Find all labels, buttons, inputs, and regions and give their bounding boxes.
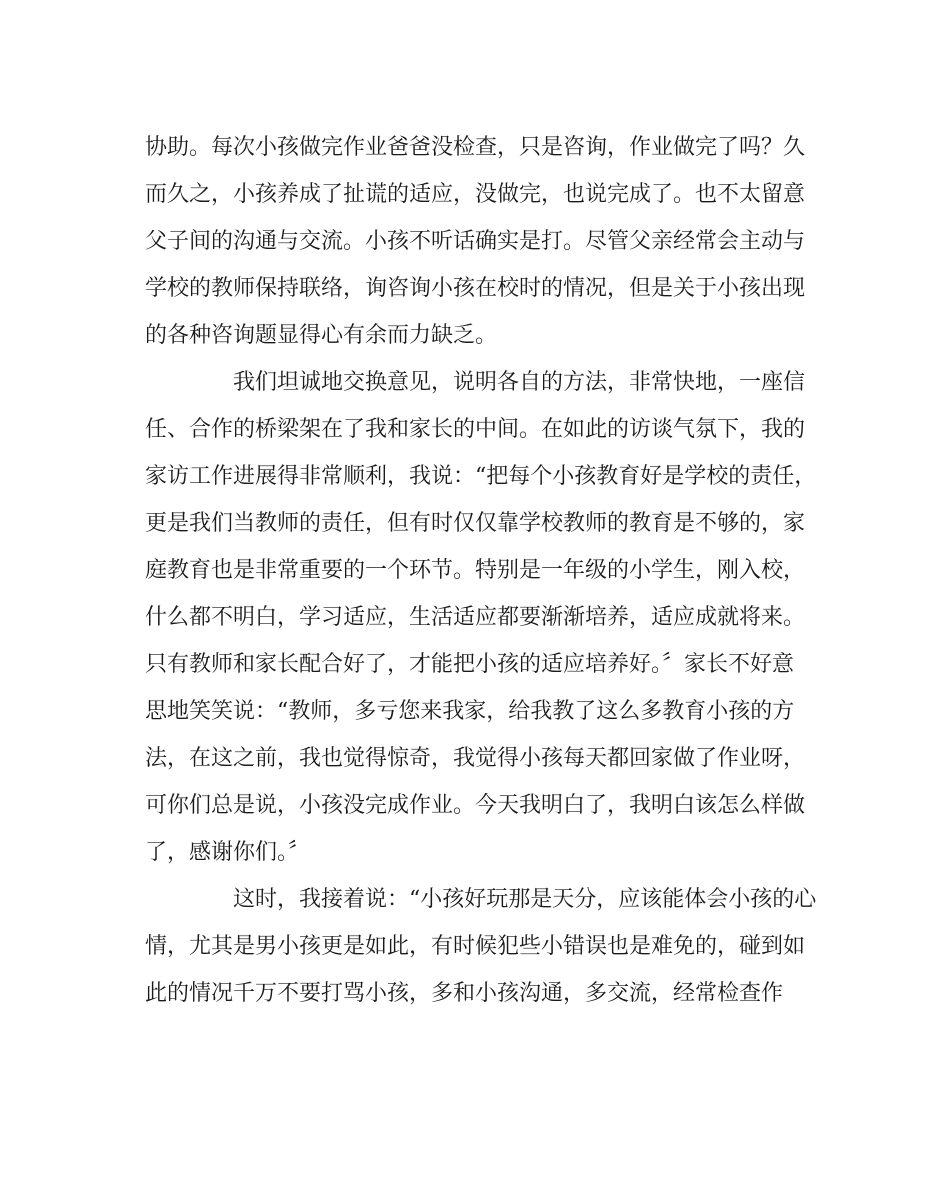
- paragraph-line: 法，在这之前，我也觉得惊奇，我觉得小孩每天都回家做了作业呀，: [145, 746, 806, 771]
- paragraph-line: 可你们总是说，小孩没完成作业。今天我明白了，我明白该怎么样做: [145, 793, 806, 818]
- paragraph-line: 了，感谢你们。〞: [145, 840, 311, 865]
- paragraph-line: 思地笑笑说：“教师，多亏您来我家，给我教了这么多教育小孩的方: [145, 699, 795, 724]
- paragraph-line: 更是我们当教师的责任，但有时仅仅靠学校教师的教育是不够的，家: [145, 511, 806, 536]
- paragraph-line: 家访工作进展得非常顺利，我说：“把每个小孩教育好是学校的责任，: [145, 464, 817, 489]
- paragraph-line: 学校的教师保持联络，询咨询小孩在校时的情况，但是关于小孩出现: [145, 276, 806, 301]
- paragraph-line: 什么都不明白，学习适应，生活适应都要渐渐培养，适应成就将来。: [145, 605, 806, 630]
- paragraph-line: 我们坦诚地交换意见，说明各自的方法，非常快地，一座信: [233, 370, 806, 395]
- paragraph-line: 情，尤其是男小孩更是如此，有时候犯些小错误也是难免的，碰到如: [145, 934, 806, 959]
- paragraph-line: 此的情况千万不要打骂小孩，多和小孩沟通，多交流，经常检查作: [145, 981, 784, 1006]
- paragraph-line: 任、合作的桥梁架在了我和家长的中间。在如此的访谈气氛下，我的: [145, 417, 806, 442]
- paragraph-line: 的各种咨询题显得心有余而力缺乏。: [145, 323, 498, 348]
- paragraph-line: 只有教师和家长配合好了，才能把小孩的适应培养好。〞家长不好意: [145, 652, 795, 677]
- paragraph-line: 协助。每次小孩做完作业爸爸没检查，只是咨询，作业做完了吗？久: [145, 135, 806, 160]
- paragraph-line: 而久之，小孩养成了扯谎的适应，没做完，也说完成了。也不太留意: [145, 182, 806, 207]
- paragraph-line: 这时，我接着说：“小孩好玩那是天分，应该能体会小孩的心: [233, 887, 817, 912]
- paragraph-line: 庭教育也是非常重要的一个环节。特别是一年级的小学生，刚入校，: [145, 558, 806, 583]
- paragraph-line: 父子间的沟通与交流。小孩不听话确实是打。尽管父亲经常会主动与: [145, 229, 806, 254]
